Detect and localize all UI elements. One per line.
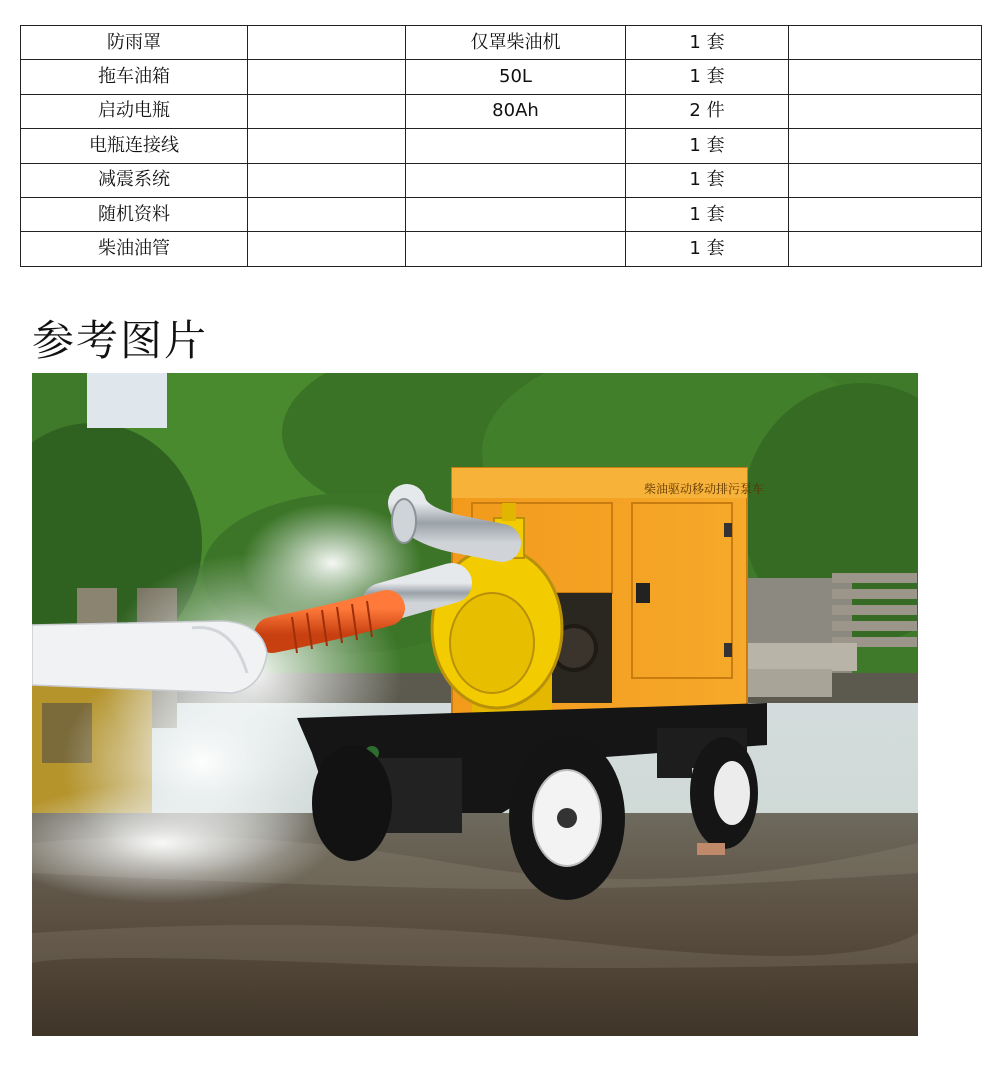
item-qty: 1 套 [626,26,789,60]
item-model [406,163,626,197]
table-row [21,197,982,231]
item-note [789,129,982,163]
item-name: 启动电瓶 [21,94,248,128]
accessory-table [20,25,982,267]
item-spec [248,232,406,266]
item-model [406,232,626,266]
item-note [789,60,982,94]
item-spec [248,197,406,231]
enclosure-label: 柴油驱动移动排污泵车 [644,482,765,496]
item-qty: 1 套 [626,60,789,94]
table-row [21,94,982,128]
item-note [789,26,982,60]
item-name: 电瓶连接线 [21,129,248,163]
item-model [406,197,626,231]
item-model: 仅罩柴油机 [406,26,626,60]
item-name: 减震系统 [21,163,248,197]
item-note [789,163,982,197]
item-note [789,232,982,266]
item-name: 拖车油箱 [21,60,248,94]
table-row [21,26,982,60]
item-qty: 1 套 [626,197,789,231]
reference-photo [32,373,918,1036]
item-model: 80Ah [406,94,626,128]
item-name: 柴油油管 [21,232,248,266]
item-qty: 1 套 [626,232,789,266]
item-name: 随机资料 [21,197,248,231]
item-model: 50L [406,60,626,94]
table-row [21,129,982,163]
item-note [789,197,982,231]
item-spec [248,163,406,197]
item-qty: 1 套 [626,163,789,197]
item-spec [248,129,406,163]
item-qty: 2 件 [626,94,789,128]
item-model [406,129,626,163]
table-row [21,232,982,266]
table-row [21,163,982,197]
item-name: 防雨罩 [21,26,248,60]
item-qty: 1 套 [626,129,789,163]
table-row [21,60,982,94]
item-spec [248,26,406,60]
item-spec [248,60,406,94]
item-note [789,94,982,128]
section-title: 参考图片 [32,316,209,365]
item-spec [248,94,406,128]
